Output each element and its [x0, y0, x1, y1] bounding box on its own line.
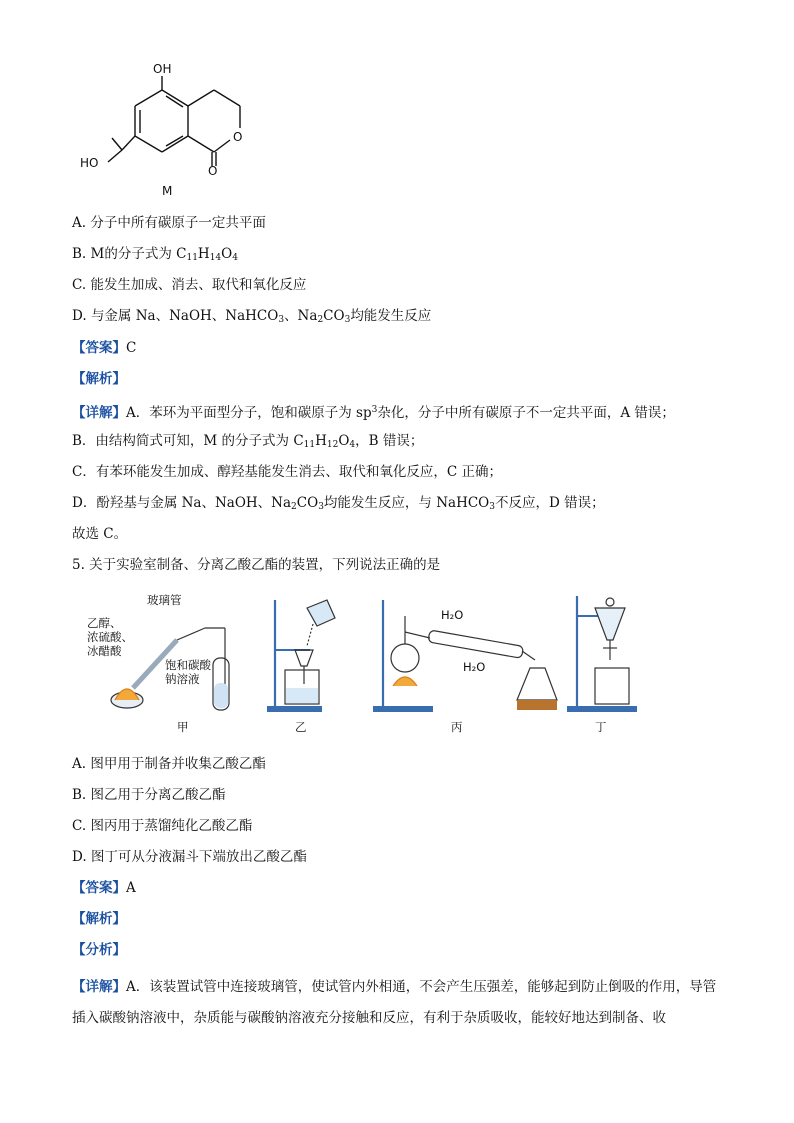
caption-yi: 乙 — [295, 720, 307, 734]
q5-option-d: D. 图丁可从分液漏斗下端放出乙酸乙酯 — [72, 849, 307, 865]
caption-ding: 丁 — [595, 720, 607, 734]
molecule-structure — [70, 58, 260, 203]
ring-o-label: O — [233, 130, 243, 144]
caption-bing: 丙 — [451, 720, 463, 734]
q4-detail-line-2: B．由结构简式可知，M 的分子式为 $C_{11}H_{12}O_4$，B 错误； — [72, 433, 424, 450]
q5-detail: 【详解】A．该装置试管中连接玻璃管，使试管内外相通，不会产生压强差，能够起到防止倒吸的作用，导管插入碳酸钠溶液中，杂质能与碳酸钠溶液充分接触和反应，有利于杂质吸收，能较好地达到制备、收 — [72, 979, 717, 1026]
q5-answer: 【答案】A — [72, 880, 136, 896]
caption-jia: 甲 — [177, 720, 189, 734]
q4-option-d: D. 与金属 Na、NaOH、NaHCO$_3$、$Na_2CO_3$均能发生反应 — [72, 308, 432, 325]
apparatus-figure — [85, 588, 645, 738]
molecule-name: M — [162, 184, 173, 198]
carbonyl-o-label: O — [208, 164, 218, 178]
jia-reagents-label: 乙醇、 浓硫酸、 冰醋酸 — [87, 616, 133, 658]
q4-option-a: A. 分子中所有碳原子一定共平面 — [72, 215, 266, 231]
na2co3-solution-label: 饱和碳酸 钠溶液 — [165, 658, 211, 686]
oh-top-label: OH — [153, 62, 172, 76]
h2o-top-label: H₂O — [441, 608, 464, 622]
molecule-skeleton — [70, 58, 260, 203]
q5-analysis-heading: 【解析】 — [72, 911, 126, 927]
q5-option-c: C. 图丙用于蒸馏纯化乙酸乙酯 — [72, 818, 253, 834]
q4-option-b: B. M的分子式为 $C_{11}H_{14}O_4$ — [72, 246, 238, 263]
q4-detail-line-3: C．有苯环能发生加成、醇羟基能发生消去、取代和氧化反应，C 正确； — [72, 464, 502, 480]
oh-left-label: HO — [80, 156, 99, 170]
h2o-bottom-label: H₂O — [463, 660, 486, 674]
q4-detail-line-4: D．酚羟基与金属 Na、NaOH、$Na_2CO_3$均能发生反应，与 NaHCO$_3$不反应，D 错误； — [72, 495, 605, 512]
glass-tube-label: 玻璃管 — [147, 593, 182, 607]
q4-analysis-heading: 【解析】 — [72, 371, 126, 387]
q5-analysis2-heading: 【分析】 — [72, 942, 126, 958]
q4-answer: 【答案】C — [72, 340, 137, 356]
q4-detail-line-1: 【详解】A．苯环为平面型分子，饱和碳原子为 $sp^3$杂化，分子中所有碳原子不一定共平面，A 错误； — [72, 405, 675, 421]
q4-conclusion: 故选 C。 — [72, 526, 128, 542]
q5-option-b: B. 图乙用于分离乙酸乙酯 — [72, 787, 226, 803]
q4-option-c: C. 能发生加成、消去、取代和氧化反应 — [72, 277, 307, 293]
q5-option-a: A. 图甲用于制备并收集乙酸乙酯 — [72, 756, 266, 772]
q5-stem: 5. 关于实验室制备、分离乙酸乙酯的装置，下列说法正确的是 — [72, 557, 441, 573]
